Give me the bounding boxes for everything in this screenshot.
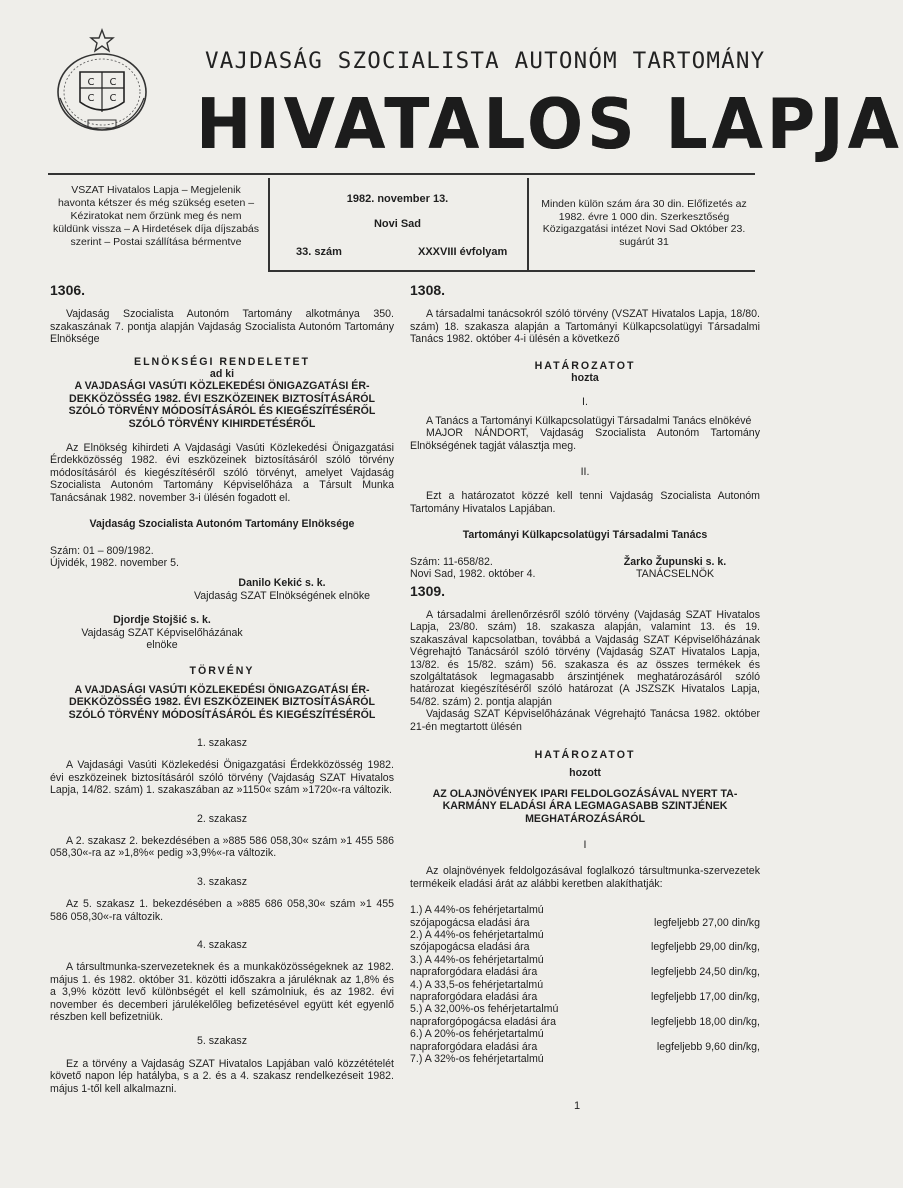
- decree-title: A VAJDASÁGI VASÚTI KÖZLEKEDÉSI ÖNIGAZGATÁSI ÉRDEKKÖZÖSSÉG 1982. ÉVI ESZKÖZEINEK BIZTOSÍTÁSÁRÓL SZÓLÓ TÖRVÉNY MÓDOSÍTÁSÁRÓL ÉS KIEGÉSZÍTÉSÉRŐL SZÓLÓ TÖRVÉNY KIHIRDETÉSÉRŐL: [68, 380, 376, 430]
- price-item: [410, 979, 760, 1004]
- price-item: [410, 904, 760, 929]
- decree-body: Az Elnökség kihirdeti A Vajdasági Vasúti Közlekedési Önigazgatási Érdekközösség 1982. évi eszközeinek biztosításáról szóló törvény módosításáról és kiegészítéséről szóló törvényt, amelyet Vajdaság Szocialista Autonóm Tartomány Képviselőháza a Társult Munka Tanácsának 1982. november 3-i ülésén fogadott el.: [50, 442, 394, 504]
- resolution-1-signature-row: [410, 556, 760, 581]
- price-item-value-text: legfeljebb 29,00 din/kg,: [651, 941, 760, 954]
- price-item-line-1: 6.) A 20%-os fehérjetartalmú: [410, 1028, 544, 1041]
- header-bottom-rule: [268, 270, 755, 272]
- resolution-1-body-2: Ezt a határozatot közzé kell tenni Vajdaság Szocialista Autonóm Tartomány Hivatalos Lapjában.: [410, 490, 760, 515]
- signature-1-name: Danilo Kekić s. k.: [238, 577, 326, 590]
- price-item-line-1: 1.) A 44%-os fehérjetartalmú: [410, 904, 544, 917]
- reference-place-date: Újvidék, 1982. november 5.: [50, 556, 179, 569]
- svg-text:C: C: [87, 77, 95, 88]
- svg-text:C: C: [109, 93, 117, 104]
- price-item: [410, 1003, 760, 1028]
- price-item-line-1: 5.) A 32,00%-os fehérjetartalmú: [410, 1003, 559, 1016]
- section-1-text: A Vajdasági Vasúti Közlekedési Önigazgatási Érdekközösség 1982. évi eszközeinek biztosításáról szóló törvény (Vajdaság SZAT Hivatalos Lapja, 14/82. szám) 1. szakaszában az »1150« szám »1720«-ra változik.: [50, 759, 394, 797]
- resolution-2-sub: hozott: [569, 767, 601, 780]
- page-number: 1: [574, 1100, 581, 1112]
- resolution-1-sig-title: TANÁCSELNÖK: [635, 568, 715, 581]
- svg-text:C: C: [109, 77, 117, 88]
- svg-text:C: C: [87, 93, 95, 104]
- issue-city: Novi Sad: [373, 218, 422, 230]
- resolution-1-heading: HATÁROZATOT: [534, 359, 636, 372]
- section-1-label: 1. szakasz: [196, 736, 248, 749]
- section-3-text: Az 5. szakasz 1. bekezdésében a »885 686 058,30« szám »1 455 586 058,30«-ra változik.: [50, 898, 394, 923]
- price-item: [410, 1028, 760, 1053]
- price-item-last: 7.) A 32%-os fehérjetartalmú: [410, 1053, 544, 1066]
- price-item-value-text: legfeljebb 9,60 din/kg,: [656, 1040, 760, 1053]
- header-divider-right: [527, 178, 529, 270]
- section-number-1308: 1308.: [410, 282, 446, 298]
- price-item: [410, 929, 760, 954]
- signature-2-title: Vajdaság SZAT Képviselőházának: [81, 626, 243, 639]
- section-2-text: A 2. szakasz 2. bekezdésében a »885 586 058,30« szám »1 455 586 058,30«-ra az »1,8%« pedig »3,9%«-ra változik.: [50, 835, 394, 860]
- resolution-1-reference: [410, 556, 580, 581]
- price-item-value: [654, 904, 760, 929]
- price-item-line-1: 4.) A 33,5-os fehérjetartalmú: [410, 978, 544, 991]
- price-item-line-2: szójapogácsa eladási ára: [410, 941, 530, 954]
- resolution-2-title: AZ OLAJNÖVÉNYEK IPARI FELDOLGOZÁSÁVAL NYERT TAKARMÁNY ELADÁSI ÁRA LEGMAGASABB SZINTJÉNEK MEGHATÁROZÁSÁRÓL: [432, 787, 738, 825]
- price-item-value: [651, 1003, 760, 1028]
- signature-2-name: Djordje Stojšić s. k.: [113, 614, 211, 627]
- publication-note: VSZAT Hivatalos Lapja – Megjelenik havonta kétszer és még szükség eseten – Kéziratokat nem őrzünk meg és nem küldünk vissza – A Hirdetések díja díjszabás szerint – Postai szállítása bérmentve: [52, 184, 260, 248]
- council-name: Tartományi Külkapcsolatügyi Társadalmi Tanács: [462, 529, 708, 542]
- section-5-text: Ez a törvény a Vajdaság SZAT Hivatalos Lapjában való közzétételét követő napon lép hatályba, s a 2. és a 4. szakasz rendelkezéseit 1982. május 1-től kell alkalmazni.: [50, 1057, 394, 1095]
- issue-volume: XXXVIII évfolyam: [418, 246, 508, 258]
- section-4-label: 4. szakasz: [196, 939, 248, 952]
- resolution-2-intro: A társadalmi árellenőrzésről szóló törvény (Vajdaság SZAT Hivatalos Lapja, 23/80. szám) 18. szakasza alapján, valamint 13. és 19. szakaszával kapcsolatban, továbbá a Vajdaság SZAT Képviselőházának Végrehajtó Tanácsáról szóló törvény (Vajdaság SZAT Hivatalos Lapja, 13/82. és 15/82. szám) 56. szakasza és az összes termékek és szolgáltatások legmagasabb árszintjének meghatározásáról szóló határozat kiegészítéséről szóló határozat (A JSZSZK Hivatalos Lapja, 54/82. szám) 2. pontja alapján: [410, 608, 760, 708]
- resolution-1-ref-number: Szám: 11-658/82.: [410, 555, 493, 568]
- left-column: [50, 284, 394, 1095]
- price-item-line-2: napraforgódara eladási ára: [410, 966, 538, 979]
- price-item-value-text: legfeljebb 24,50 din/kg,: [651, 966, 760, 979]
- gazette-title-text: HIVATALOS LAPJA: [196, 84, 903, 165]
- resolution-1-ref-place: Novi Sad, 1982. október 4.: [410, 568, 536, 581]
- resolution-2-roman-1: I: [583, 839, 587, 851]
- signature-2-title-2: elnöke: [146, 638, 178, 651]
- price-item-line-1: 2.) A 44%-os fehérjetartalmú: [410, 929, 544, 942]
- price-item-line-2: napraforgódara eladási ára: [410, 1040, 538, 1053]
- section-number-1306: 1306.: [50, 282, 86, 298]
- decree-heading: ELNÖKSÉGI RENDELETET: [134, 355, 310, 368]
- price-item-line-1: 3.) A 44%-os fehérjetartalmú: [410, 953, 544, 966]
- price-item-value: [657, 1028, 760, 1053]
- price-item-value: [651, 929, 760, 954]
- region-title: VAJDASÁG SZOCIALISTA AUTONÓM TARTOMÁNY: [205, 48, 766, 74]
- section-4-text: A társultmunka-szervezeteknek és a munkaközösségeknek az 1982. május 1. és 1982. október 31. közötti időszakra a járuléknak az 1,8% és a 3,9% között levő különbségét el kell számolniuk, és az 1982. évi november és decemberi járulékelőleg befizetésével együtt két egyenlő részben kell befizetniük.: [50, 961, 394, 1024]
- resolution-1-roman-1: I.: [582, 396, 588, 409]
- issue-date: 1982. november 13.: [346, 193, 449, 205]
- price-item-line-2: napraforgópogácsa eladási ára: [410, 1015, 557, 1028]
- price-item-line-2: szójapogácsa eladási ára: [410, 916, 530, 929]
- resolution-2-body: Az olajnövények feldolgozásával foglalkozó társultmunka-szervezetek termékeik eladási árát az alábbi keretben alakíthatják:: [410, 865, 760, 890]
- resolution-1-roman-2: II.: [580, 466, 590, 479]
- law-title: A VAJDASÁGI VASÚTI KÖZLEKEDÉSI ÖNIGAZGATÁSI ÉRDEKKÖZÖSSÉG 1982. ÉVI ESZKÖZEINEK BIZTOSÍTÁSÁRÓL SZÓLÓ TÖRVÉNY MÓDOSÍTÁSÁRÓL ÉS KIEGÉSZÍTÉSÉRŐL: [68, 683, 376, 721]
- section-3-label: 3. szakasz: [196, 875, 248, 888]
- resolution-1-sig-name: Žarko Župunski s. k.: [623, 555, 727, 568]
- gazette-title: [196, 84, 903, 165]
- coat-of-arms-icon: [50, 28, 154, 134]
- resolution-1-signature: [590, 556, 760, 581]
- resolution-1-body-1b: MAJOR NÁNDORT, Vajdaság Szocialista Autonóm Tartomány Elnökségének tagját választja meg.: [410, 427, 760, 452]
- section-number-1309: 1309.: [410, 582, 446, 599]
- section-2-label: 2. szakasz: [196, 812, 248, 825]
- resolution-1-body-1: A Tanács a Tartományi Külkapcsolatügyi Társadalmi Tanács elnökévé: [426, 414, 752, 427]
- signature-1-title: Vajdaság SZAT Elnökségének elnöke: [193, 589, 371, 602]
- resolution-2-heading: HATÁROZATOT: [534, 748, 636, 761]
- price-item-value-text: legfeljebb 27,00 din/kg: [653, 916, 760, 929]
- right-column: [410, 284, 760, 1066]
- price-list: [410, 904, 760, 1065]
- resolution-1-sub: hozta: [571, 372, 599, 385]
- price-item-value: [651, 979, 760, 1004]
- price-item-value: [651, 954, 760, 979]
- resolution-1-intro: A társadalmi tanácsokról szóló törvény (VSZAT Hivatalos Lapja, 18/80. szám) 18. szakasza alapján a Tartományi Külkapcsolatügyi Társadalmi Tanács 1982. október 4-i ülésén a következő: [410, 308, 760, 346]
- masthead-divider: [48, 173, 755, 175]
- price-item-value-text: legfeljebb 17,00 din/kg,: [651, 991, 760, 1004]
- price-item-line-2: napraforgódara eladási ára: [410, 991, 538, 1004]
- price-item: [410, 954, 760, 979]
- decree-intro: Vajdaság Szocialista Autonóm Tartomány alkotmánya 350. szakaszának 7. pontja alapján Vajdaság Szocialista Autonóm Tartomány Elnöksége: [50, 308, 394, 346]
- price-item-value-text: legfeljebb 18,00 din/kg,: [651, 1015, 760, 1028]
- presidency-name: Vajdaság Szocialista Autonóm Tartomány Elnöksége: [89, 518, 355, 531]
- reference-number: Szám: 01 – 809/1982.: [50, 544, 154, 557]
- subscription-note: Minden külön szám ára 30 din. Előfizetés az 1982. évre 1 000 din. Szerkesztőség Közigazgatási intézet Novi Sad Október 23. sugárút 31: [541, 198, 747, 248]
- decree-sub: ad ki: [209, 368, 235, 381]
- section-5-label: 5. szakasz: [196, 1035, 248, 1048]
- law-heading: TÖRVÉNY: [189, 665, 255, 678]
- resolution-2-intro-2: Vajdaság SZAT Képviselőházának Végrehajtó Tanácsa 1982. október 21-én megtartott ülésén: [410, 708, 760, 733]
- issue-number: 33. szám: [296, 246, 342, 258]
